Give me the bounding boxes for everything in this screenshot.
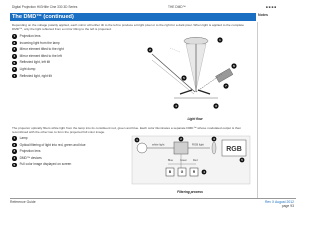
list-number: 3	[13, 47, 16, 52]
dmd-letter-r: R	[192, 170, 196, 175]
intro-paragraph: Depending on the voltage polarity applied, each mirror will either tilt to the left to produce a bright pixel or to the right for a dark pixel. When light is applied to the complete DMD™, only the light reflected from a mirror tilting to the left is projected.	[12, 23, 244, 31]
filter-label-red: Red	[193, 159, 198, 162]
footer-divider	[10, 198, 296, 199]
filtering-diagram	[130, 134, 252, 192]
list-number: 4	[13, 155, 16, 160]
svg-text:1: 1	[136, 138, 138, 142]
notes-heading: Notes	[258, 13, 268, 17]
filter-label-green: Green	[180, 159, 187, 162]
list-item	[12, 60, 112, 67]
list-label: DMD™ devices	[19, 155, 42, 160]
incoming-light-ray	[152, 60, 194, 94]
list-number: 1	[13, 136, 16, 141]
footer-revision: Rev X August 2012	[264, 200, 294, 204]
list-number: 7	[13, 73, 16, 78]
svg-text:1: 1	[219, 38, 221, 43]
dmd-letter-g: G	[180, 170, 184, 175]
list-number: 2	[13, 142, 16, 147]
list-label: Full color image displayed on screen	[19, 162, 72, 167]
dmd-letter-b: B	[168, 170, 172, 175]
projection-lens	[184, 37, 208, 44]
footer-page-info	[265, 200, 294, 209]
rgb-light-label: RGB light	[192, 142, 204, 147]
list-number: 4	[13, 53, 16, 58]
header-section: THE DMD™	[168, 5, 186, 9]
list-item	[12, 41, 112, 48]
list-number: 2	[13, 40, 16, 45]
header-marks: ■ ■ ■ ■	[266, 5, 277, 9]
mirror-tilt-left	[180, 90, 192, 94]
figure1-caption: Light flow	[187, 117, 203, 121]
svg-text:6: 6	[233, 64, 235, 69]
list-label: Projection lens	[19, 34, 41, 38]
list-item	[12, 67, 112, 74]
header-product: Digital Projection HIGHlite Cine 330 3D Series	[12, 5, 78, 9]
list-item	[12, 156, 112, 163]
light-flow-legend	[12, 34, 112, 80]
list-item	[12, 74, 112, 81]
optical-filter	[174, 142, 188, 154]
svg-text:4: 4	[203, 170, 205, 174]
list-label: Mirror element tilted to the right	[19, 47, 64, 52]
svg-text:4: 4	[175, 104, 177, 109]
filtering-legend	[12, 136, 112, 169]
list-label: Optical filtering of light into red, green and blue	[19, 142, 86, 147]
lamp-icon	[137, 143, 147, 153]
svg-text:2: 2	[180, 137, 182, 141]
list-label: Mirror element tilted to the left	[19, 53, 62, 58]
svg-text:5: 5	[183, 76, 185, 81]
notes-divider	[257, 22, 258, 198]
list-label: Reflected light, left tilt	[19, 60, 50, 65]
list-label: Lamp	[19, 136, 28, 140]
projection-lens	[212, 142, 216, 154]
list-label: Projection lens	[19, 149, 41, 154]
page-title: The DMD™ (continued)	[10, 13, 256, 21]
svg-text:5: 5	[241, 158, 243, 162]
filtering-paragraph: The projector optically filters white light from the lamp into its constituent red, green and blue. Each color illuminates a separate DMD™ whose modulated output is then recombined with the other two to form the projected full color image.	[12, 126, 242, 134]
mirror-tilt-right	[198, 90, 210, 94]
rgb-screen-label: RGB	[226, 146, 242, 153]
list-label: Light dump	[19, 66, 36, 71]
list-item	[12, 162, 112, 169]
list-item	[12, 54, 112, 61]
page-header	[10, 3, 300, 11]
list-number: 3	[13, 149, 16, 154]
light-dump	[216, 68, 233, 82]
list-number: 1	[13, 34, 16, 39]
list-item	[12, 136, 112, 143]
list-item	[12, 143, 112, 150]
incoming-light-ray	[152, 54, 195, 92]
guide-line	[170, 48, 180, 52]
list-number: 5	[13, 60, 16, 65]
light-flow-diagram	[140, 32, 252, 116]
list-item	[12, 149, 112, 156]
list-number: 5	[13, 162, 16, 167]
figure2-caption: Filtering process	[177, 190, 203, 194]
svg-text:7: 7	[225, 84, 227, 89]
svg-text:3: 3	[213, 137, 215, 141]
list-item	[12, 34, 112, 41]
list-number: 6	[13, 67, 16, 72]
svg-text:2: 2	[149, 48, 151, 53]
svg-text:3: 3	[215, 104, 217, 109]
list-item	[12, 47, 112, 54]
list-label: Reflected light, right tilt	[19, 73, 52, 78]
white-light-label: white light	[152, 142, 165, 147]
filter-label-blue: Blue	[168, 159, 174, 162]
footer-page-number: page 93	[281, 204, 294, 209]
list-label: Incoming light from the lamp	[19, 40, 60, 45]
footer-doc-name: Reference Guide	[10, 200, 36, 204]
